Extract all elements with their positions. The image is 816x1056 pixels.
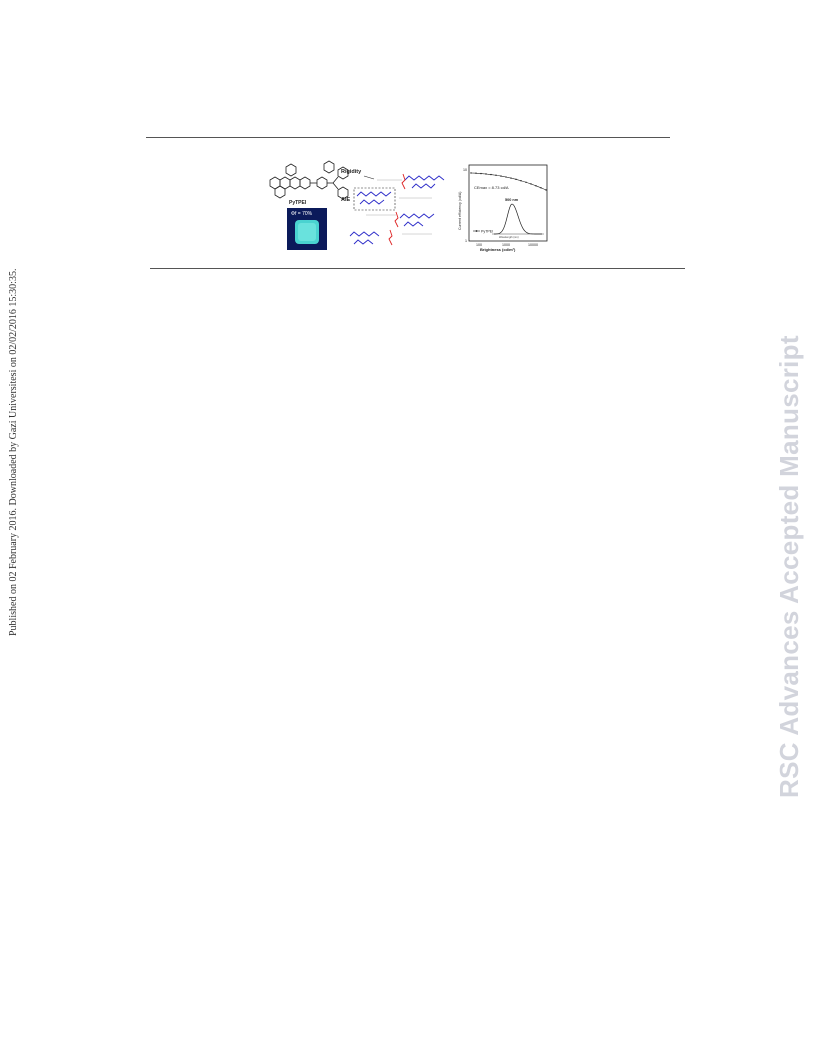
aie-label: AIE	[341, 197, 351, 203]
efficiency-point	[530, 183, 531, 184]
graphical-abstract	[262, 158, 558, 258]
fluorescence-photo	[287, 208, 327, 250]
efficiency-chart	[458, 165, 547, 252]
chart-xtick-1000: 1000	[502, 243, 510, 247]
chart-xtick-10000: 10000	[528, 243, 538, 247]
bottom-rule	[150, 268, 685, 269]
graphical-abstract-svg	[262, 158, 558, 258]
chart-ytick-bottom: 1	[465, 239, 467, 243]
efficiency-point	[535, 185, 536, 186]
chart-ytick-top: 10	[463, 168, 467, 172]
efficiency-point	[490, 174, 491, 175]
efficiency-point	[500, 175, 501, 176]
chart-xlabel: Brightness (cd/m²)	[480, 247, 516, 252]
aie-highlight-box	[354, 188, 395, 210]
peak-label: 500 nm	[505, 198, 519, 202]
efficiency-point	[510, 177, 511, 178]
molecule-structure	[270, 161, 348, 199]
inset-xlabel: Wavelength (nm)	[499, 236, 519, 239]
chart-annotation: CEmax = 8.73 cd/A	[474, 185, 509, 190]
legend-marker	[476, 230, 478, 232]
efficiency-point	[525, 182, 526, 183]
efficiency-point	[515, 179, 516, 180]
efficiency-point	[470, 172, 471, 173]
top-rule	[146, 137, 670, 138]
rigidity-arrow	[364, 176, 374, 179]
efficiency-point	[485, 173, 486, 174]
rsc-watermark: RSC Advances Accepted Manuscript	[774, 335, 804, 798]
publication-note: Published on 02 February 2016. Downloaded by Gazi Universitesi on 02/02/2016 15:30:35.	[8, 268, 19, 636]
efficiency-point	[545, 189, 546, 190]
legend-label: PyTPEI	[481, 229, 494, 234]
crystal-packing	[350, 174, 444, 245]
efficiency-point	[475, 173, 476, 174]
rigidity-label: Rigidity	[341, 169, 362, 175]
chart-ylabel: Current efficiency (cd/A)	[458, 191, 462, 230]
molecule-label: PyTPEI	[289, 200, 307, 206]
efficiency-point	[495, 175, 496, 176]
efficiency-point	[520, 180, 521, 181]
efficiency-point	[540, 187, 541, 188]
chart-xtick-100: 100	[476, 243, 482, 247]
efficiency-point	[480, 173, 481, 174]
efficiency-point	[505, 176, 506, 177]
quantum-yield-label: Φf = 70%	[291, 211, 313, 217]
